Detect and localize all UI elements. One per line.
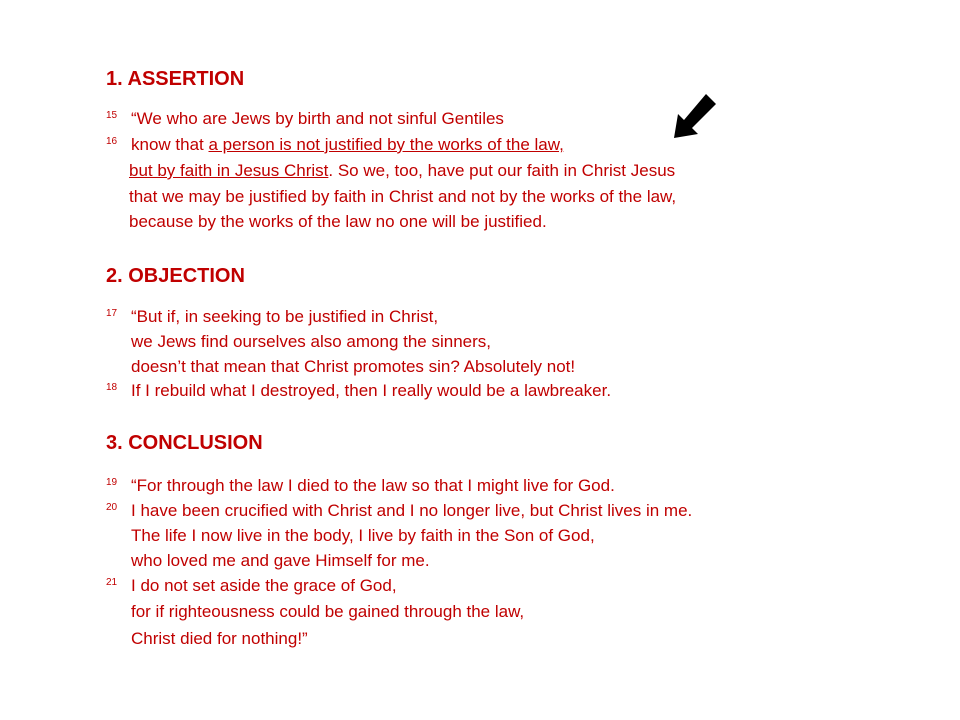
verse-text: . So we, too, have put our faith in Christ Jesus <box>328 161 676 180</box>
arrow-down-left-icon <box>670 92 718 140</box>
verse-number-21: 21 <box>106 577 118 588</box>
underlined-phrase: but by faith in Jesus Christ <box>129 161 329 180</box>
verse-line: because by the works of the law no one will be justified. <box>129 212 547 231</box>
heading-conclusion: 3. CONCLUSION <box>106 432 263 454</box>
verse-line: The life I now live in the body, I live by faith in the Son of God, <box>131 526 595 545</box>
verse-line: I have been crucified with Christ and I no longer live, but Christ lives in me. <box>131 501 693 520</box>
verse-line: who loved me and gave Himself for me. <box>131 551 430 570</box>
verse-number-15: 15 <box>106 110 118 121</box>
verse-line: “We who are Jews by birth and not sinful Gentiles <box>131 109 504 128</box>
verse-line: “But if, in seeking to be justified in Christ, <box>131 307 439 326</box>
verse-line <box>129 160 675 182</box>
verse-line: for if righteousness could be gained through the law, <box>131 602 525 621</box>
heading-assertion: 1. ASSERTION <box>106 68 245 90</box>
verse-number-16: 16 <box>106 136 118 147</box>
verse-number-17: 17 <box>106 308 118 319</box>
underlined-phrase: a person is not justified by the works of the law, <box>208 135 564 154</box>
verse-number-19: 19 <box>106 477 118 488</box>
verse-line: I do not set aside the grace of God, <box>131 576 397 595</box>
verse-line: that we may be justified by faith in Christ and not by the works of the law, <box>129 187 677 206</box>
verse-line <box>131 134 564 156</box>
verse-line: doesn’t that mean that Christ promotes sin? Absolutely not! <box>131 357 576 376</box>
verse-line: If I rebuild what I destroyed, then I really would be a lawbreaker. <box>131 381 612 400</box>
verse-text: know that <box>131 135 209 154</box>
verse-line: we Jews find ourselves also among the sinners, <box>131 332 492 351</box>
verse-number-20: 20 <box>106 502 118 513</box>
heading-objection: 2. OBJECTION <box>106 265 245 287</box>
verse-number-18: 18 <box>106 382 118 393</box>
verse-line: Christ died for nothing!” <box>131 629 308 648</box>
verse-line: “For through the law I died to the law so that I might live for God. <box>131 476 615 495</box>
